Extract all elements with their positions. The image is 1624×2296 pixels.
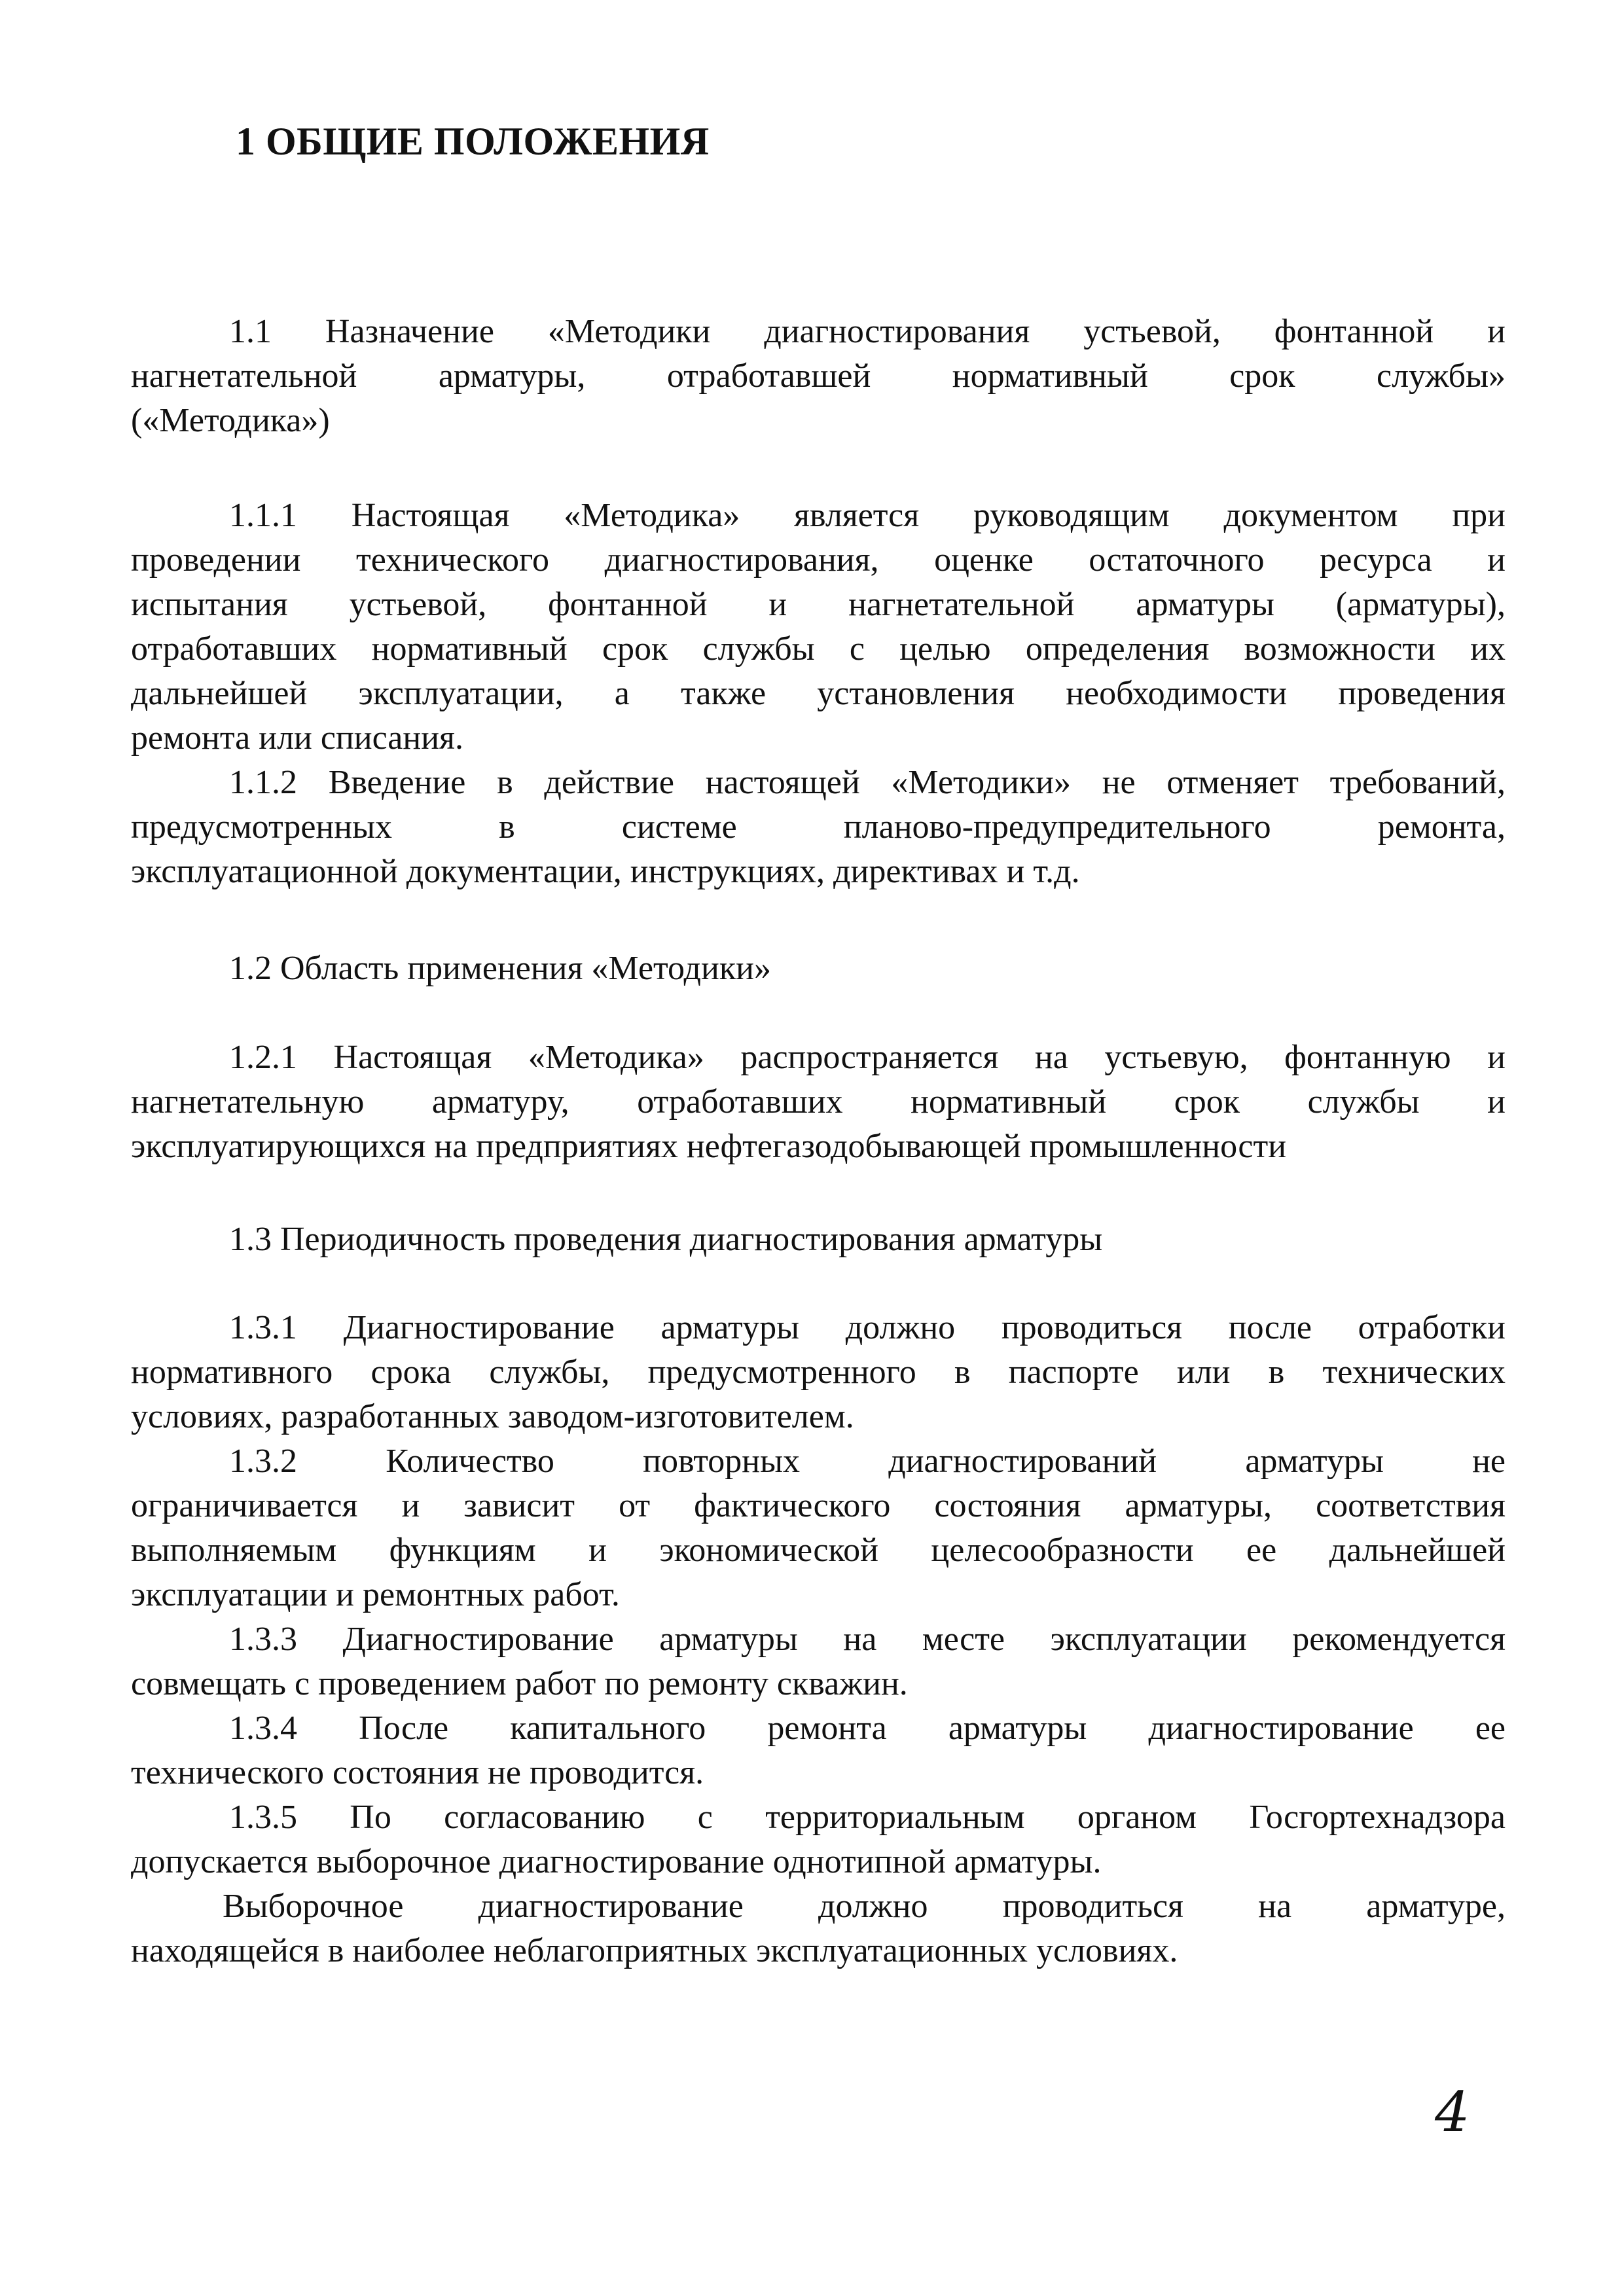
text-line: 1.2.1 Настоящая «Методика» распространяется на устьевую, фонтанную и [229, 1039, 1506, 1076]
paragraph-1-3-5 [131, 1795, 1506, 1884]
text-line: 1.1.2 Введение в действие настоящей «Методики» не отменяет требований, [229, 764, 1506, 801]
page-number: 4 [1435, 2080, 1470, 2144]
text-line: ограничивается и зависит от фактического состояния арматуры, соответствия [131, 1487, 1506, 1524]
text-line: условиях, разработанных заводом-изготовителем. [131, 1398, 854, 1435]
text-line: допускается выборочное диагностирование однотипной арматуры. [131, 1843, 1102, 1880]
paragraph-1-2-1 [131, 1035, 1506, 1169]
paragraph-1-1-1 [131, 493, 1506, 761]
text-line: 1.1.1 Настоящая «Методика» является руководящим документом при [229, 497, 1506, 534]
text-line: нормативного срока службы, предусмотренного в паспорте или в технических [131, 1354, 1506, 1391]
text-line: ремонта или списания. [131, 719, 463, 757]
text-line: («Методика») [131, 402, 330, 439]
text-line: 1.1 Назначение «Методики диагностирования устьевой, фонтанной и [229, 313, 1506, 350]
text-line: 1.3.4 После капитального ремонта арматуры диагностирование ее [229, 1710, 1506, 1747]
text-line: 1.3 Периодичность проведения диагностирования арматуры [229, 1221, 1103, 1258]
paragraph-1-3 [131, 1217, 1506, 1262]
text-line: эксплуатации и ремонтных работ. [131, 1576, 620, 1613]
text-line: 1.3.1 Диагностирование арматуры должно проводиться после отработки [229, 1309, 1506, 1346]
paragraph-1-1-2 [131, 761, 1506, 894]
paragraph-1-3-1 [131, 1306, 1506, 1439]
paragraph-1-2 [131, 946, 1506, 991]
paragraph-1-3-2 [131, 1439, 1506, 1617]
text-line: эксплуатирующихся на предприятиях нефтегазодобывающей промышленности [131, 1128, 1287, 1165]
paragraph-1-3-4 [131, 1706, 1506, 1795]
text-line: выполняемым функциям и экономической целесообразности ее дальнейшей [131, 1532, 1506, 1569]
text-line: 1.3.5 По согласованию с территориальным органом Госгортехнадзора [229, 1799, 1506, 1836]
text-line: 1.2 Область применения «Методики» [229, 950, 771, 987]
text-line: 1.3.2 Количество повторных диагностирований арматуры не [229, 1443, 1506, 1480]
text-line: эксплуатационной документации, инструкциях, директивах и т.д. [131, 853, 1080, 890]
text-line: находящейся в наиболее неблагоприятных эксплуатационных условиях. [131, 1932, 1178, 1969]
text-line: совмещать с проведением работ по ремонту скважин. [131, 1665, 908, 1702]
text-line: 1.3.3 Диагностирование арматуры на месте эксплуатации рекомендуется [229, 1621, 1506, 1658]
text-line: нагнетательную арматуру, отработавших нормативный срок службы и [131, 1083, 1506, 1121]
text-line: технического состояния не проводится. [131, 1754, 704, 1791]
text-line: дальнейшей эксплуатации, а также установления необходимости проведения [131, 675, 1506, 712]
text-line: проведении технического диагностирования, оценке остаточного ресурса и [131, 541, 1506, 579]
paragraph-1-1 [131, 310, 1506, 443]
paragraph-1-3-3 [131, 1617, 1506, 1706]
text-line: нагнетательной арматуры, отработавшей нормативный срок службы» [131, 357, 1506, 395]
text-line: отработавших нормативный срок службы с целью определения возможности их [131, 630, 1506, 668]
text-line: Выборочное диагностирование должно проводиться на арматуре, [223, 1888, 1506, 1925]
section-heading: 1 ОБЩИЕ ПОЛОЖЕНИЯ [236, 120, 710, 163]
text-line: предусмотренных в системе планово-предупредительного ремонта, [131, 808, 1506, 846]
text-line: испытания устьевой, фонтанной и нагнетательной арматуры (арматуры), [131, 586, 1506, 623]
paragraph-selective-diagnostics [131, 1884, 1506, 1973]
